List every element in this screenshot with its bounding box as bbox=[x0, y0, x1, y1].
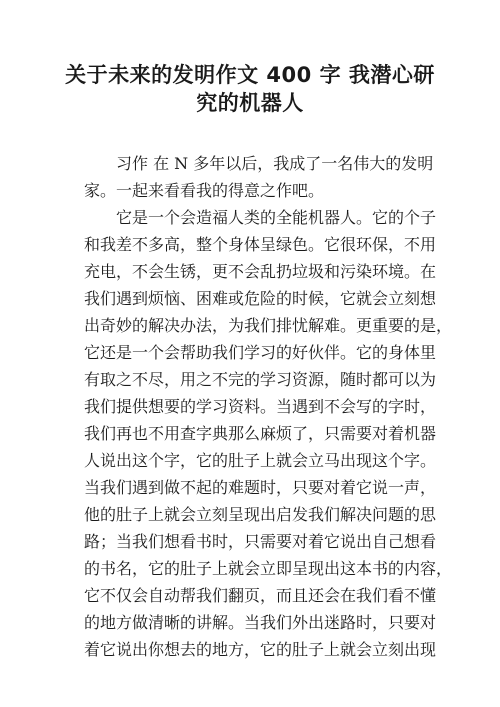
body-text-line: 我们遇到烦恼、困难或危险的时候，它就会立刻想 bbox=[84, 289, 437, 308]
body-text-line: 我们再也不用查字典那么麻烦了，只需要对着机器 bbox=[84, 424, 437, 443]
body-text-line: 充电，不会生锈，更不会乱扔垃圾和污染环境。在 bbox=[84, 262, 437, 281]
document-title-line-1: 关于未来的发明作文 400 字 我潜心研 bbox=[65, 63, 435, 87]
body-text-line: 习作 在 N 多年以后，我成了一名伟大的发明 bbox=[116, 154, 434, 173]
body-text-line: 的书名，它的肚子上就会立即呈现出这本书的内容， bbox=[84, 559, 453, 578]
body-text-line: 着它说出你想去的地方，它的肚子上就会立刻出现 bbox=[84, 640, 437, 659]
body-text-line: 人说出这个字，它的肚子上就会立马出现这个字。 bbox=[84, 451, 437, 470]
body-text-line: 路；当我们想看书时，只需要对着它说出自己想看 bbox=[84, 532, 437, 551]
body-text-line: 他的肚子上就会立刻呈现出启发我们解决问题的思 bbox=[84, 505, 437, 524]
body-text-line: 的地方做清晰的讲解。当我们外出迷路时，只要对 bbox=[84, 613, 437, 632]
body-text-line: 有取之不尽，用之不完的学习资源，随时都可以为 bbox=[84, 370, 437, 389]
body-text-line: 它还是一个会帮助我们学习的好伙伴。它的身体里 bbox=[84, 343, 437, 362]
body-text-line: 家。一起来看看我的得意之作吧。 bbox=[84, 181, 325, 200]
body-text-line: 我们提供想要的学习资料。当遇到不会写的字时， bbox=[84, 397, 437, 416]
document-title-line-2: 究的机器人 bbox=[196, 91, 304, 115]
body-text-line: 当我们遇到做不起的难题时，只要对着它说一声， bbox=[84, 478, 437, 497]
body-text-line: 它不仅会自动帮我们翻页，而且还会在我们看不懂 bbox=[84, 586, 437, 605]
body-text-line: 它是一个会造福人类的全能机器人。它的个子 bbox=[116, 208, 437, 227]
body-text-line: 和我差不多高，整个身体呈绿色。它很环保，不用 bbox=[84, 235, 437, 254]
body-text-line: 出奇妙的解决办法，为我们排忧解难。更重要的是， bbox=[84, 316, 453, 335]
